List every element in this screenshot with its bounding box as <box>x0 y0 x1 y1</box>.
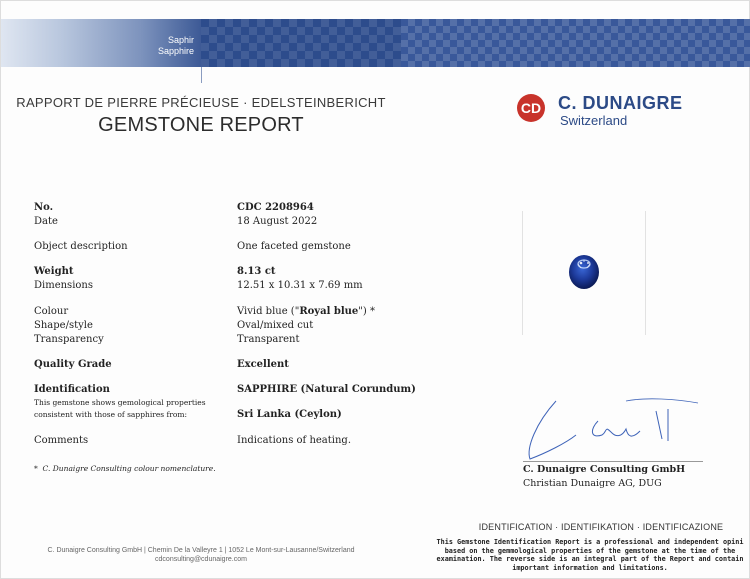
value-dimensions: 12.51 x 10.31 x 7.69 mm <box>237 280 363 291</box>
value-transparency: Transparent <box>237 334 300 345</box>
label-quality: Quality Grade <box>34 359 112 370</box>
disclaimer-line-4: important information and limitations. <box>512 563 668 572</box>
label-weight: Weight <box>34 266 74 277</box>
label-colour: Colour <box>34 306 69 317</box>
banner-pattern-right <box>401 19 750 67</box>
disclaimer-line-3: examination. The reverse side is an integral part of the Report and contain <box>436 555 744 563</box>
company-logo <box>516 91 716 131</box>
banner-pattern-mid <box>201 19 401 67</box>
footer-identification: IDENTIFICATION · IDENTIFIKATION · IDENTIFICAZIONE <box>478 522 724 532</box>
label-shape: Shape/style <box>34 320 93 331</box>
logo-country: Switzerland <box>560 113 628 128</box>
signature-line <box>523 461 703 462</box>
header-banner <box>1 19 750 67</box>
value-origin: Sri Lanka (Ceylon) <box>237 409 342 420</box>
value-no: CDC 2208964 <box>237 202 314 213</box>
label-transparency: Transparency <box>34 334 104 345</box>
value-identification: SAPPHIRE (Natural Corundum) <box>237 384 416 395</box>
value-object: One faceted gemstone <box>237 241 351 252</box>
logo-company-name: C. DUNAIGRE <box>558 93 683 113</box>
label-object: Object description <box>34 241 128 252</box>
label-date: Date <box>34 216 58 227</box>
banner-gem-name-en: Sapphire <box>157 46 194 56</box>
identification-note-1: This gemstone shows gemological properties <box>34 398 206 407</box>
value-quality: Excellent <box>237 359 289 370</box>
banner-gem-name <box>158 35 194 57</box>
handwritten-signature <box>516 393 706 463</box>
report-subtitle: RAPPORT DE PIERRE PRÉCIEUSE · EDELSTEINBERICHT <box>16 95 386 110</box>
colour-pre: Vivid blue (" <box>237 306 300 317</box>
disclaimer-line-2: based on the gemmological properties of the gemstone at the time of the <box>444 546 736 555</box>
colour-post: ") * <box>358 306 375 317</box>
label-dimensions: Dimensions <box>34 280 93 291</box>
value-shape: Oval/mixed cut <box>237 320 314 331</box>
identification-note-2: consistent with those of sapphires from: <box>34 410 187 419</box>
footnote <box>34 463 216 474</box>
footer-disclaimer <box>429 538 750 572</box>
footer-address-line: C. Dunaigre Consulting GmbH | Chemin De la Valleyre 1 | 1052 Le Mont-sur-Lausanne/Switzerland <box>47 547 355 554</box>
sapphire-gem-image <box>568 254 600 290</box>
report-title: GEMSTONE REPORT <box>98 114 304 136</box>
signature-company: C. Dunaigre Consulting GmbH <box>523 464 686 475</box>
footnote-text: C. Dunaigre Consulting colour nomenclature. <box>42 464 216 473</box>
banner-gem-name-fr: Saphir <box>167 35 194 45</box>
banner-divider <box>201 67 202 83</box>
footer-email: cdconsulting@cdunaigre.com <box>155 556 247 563</box>
signature-person: Christian Dunaigre AG, DUG <box>523 478 662 489</box>
label-no: No. <box>34 202 54 213</box>
footer-address <box>1 546 401 564</box>
value-date: 18 August 2022 <box>237 216 318 227</box>
label-comments: Comments <box>34 435 89 446</box>
value-colour <box>237 305 375 318</box>
cd-logo-icon <box>516 93 550 123</box>
footnote-marker: * <box>34 464 38 473</box>
value-comments: Indications of heating. <box>237 435 351 446</box>
label-identification: Identification <box>34 384 110 395</box>
svg-text:CD: CD <box>520 100 542 116</box>
disclaimer-line-1: This Gemstone Identification Report is a professional and independent opini <box>436 538 744 546</box>
value-weight: 8.13 ct <box>237 266 276 277</box>
colour-name: Royal blue <box>299 306 359 317</box>
